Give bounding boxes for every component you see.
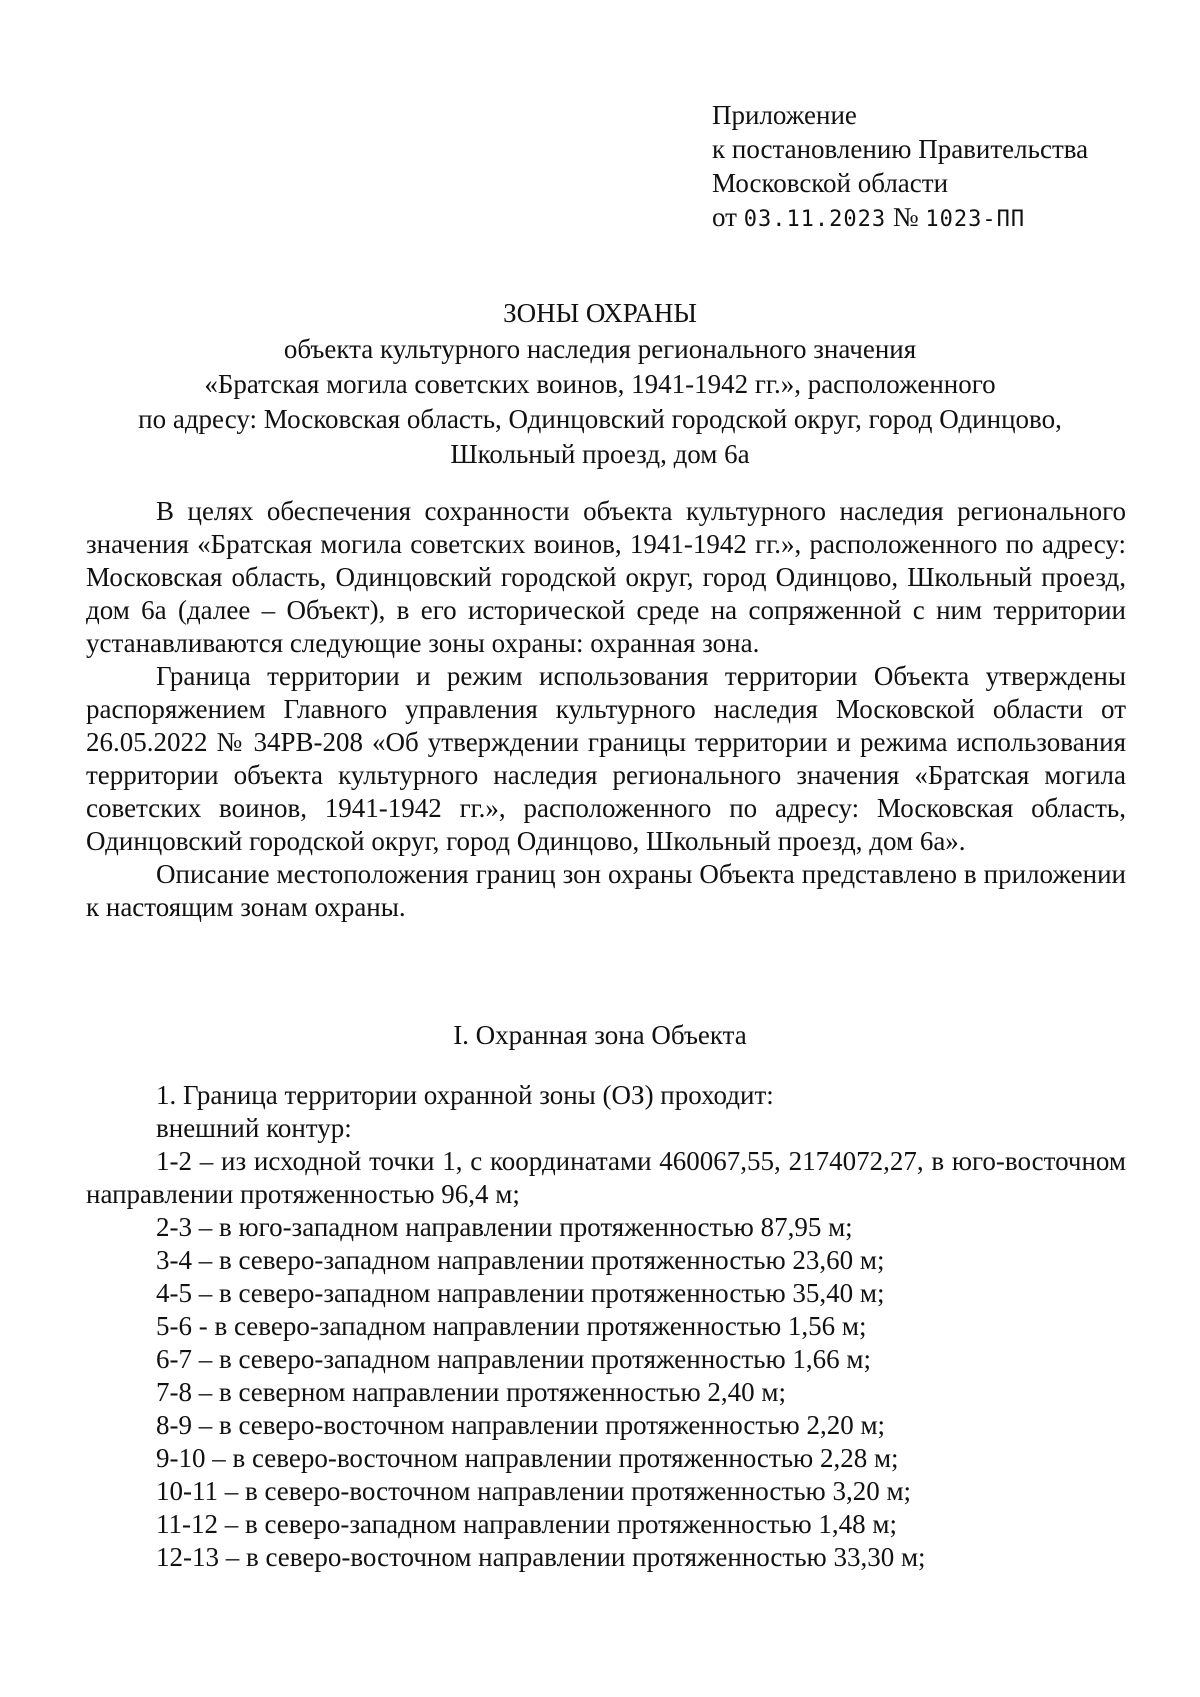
title-main: ЗОНЫ ОХРАНЫ [503,298,697,328]
boundary-segment: 9-10 – в северо-восточном направлении протяженностью 2,28 м; [156,1443,899,1473]
date-prefix: от [712,202,737,232]
boundary-segment: 8-9 – в северо-восточном направлении протяженностью 2,20 м; [156,1410,886,1440]
appendix-header [712,98,1088,237]
boundary-segment: 10-11 – в северо-восточном направлении протяженностью 3,20 м; [156,1476,912,1506]
appendix-line-3: Московской области [712,168,949,198]
boundary-segment: 7-8 – в северном направлении протяженностью 2,40 м; [156,1377,787,1407]
appendix-date-line [712,200,1088,237]
boundary-segment: 4-5 – в северо-западном направлении протяженностью 35,40 м; [156,1278,885,1308]
appendix-line-1: Приложение [712,100,857,130]
paragraph-3: Описание местоположения границ зон охраны Объекта представлено в приложении к настоящим зонам охраны. [86,859,1126,922]
title-line-2: «Братская могила советских воинов, 1941-1942 гг.», расположенного [204,369,996,399]
date-stamp: 03.11.2023 [743,207,887,232]
paragraph-2: Граница территории и режим использования территории Объекта утверждены распоряжением Главного управления культурного наследия Московской области от 26.05.2022 № 34РВ-208 «Об утверждении границы территории и режима использования территории объекта культурного наследия регионального значения «Братская могила советских воинов, 1941-1942 гг.», расположенного по адресу: Московская область, Одинцовский городской округ, город Одинцово, Школьный проезд, дом 6а». [86,661,1126,856]
number-stamp: 1023-ПП [925,207,1026,232]
body-paragraphs [86,495,1126,924]
appendix-line-2: к постановлению Правительства [712,134,1089,164]
title-line-3: по адресу: Московская область, Одинцовский городской округ, город Одинцово, [138,404,1062,434]
boundary-intro: 1. Граница территории охранной зоны (ОЗ) проходит: [156,1080,774,1110]
boundary-segment: 3-4 – в северо-западном направлении протяженностью 23,60 м; [156,1245,885,1275]
boundary-segment: 2-3 – в юго-западном направлении протяженностью 87,95 м; [156,1212,853,1242]
title-line-1: объекта культурного наследия регионального значения [283,334,917,364]
boundary-segment: 5-6 - в северо-западном направлении протяженностью 1,56 м; [156,1311,867,1341]
boundary-segment: 6-7 – в северо-западном направлении протяженностью 1,66 м; [156,1344,871,1374]
number-prefix: № [892,202,919,232]
section-heading: I. Охранная зона Объекта [453,1020,747,1050]
boundary-segment: 12-13 – в северо-восточном направлении протяженностью 33,30 м; [156,1542,926,1572]
paragraph-1: В целях обеспечения сохранности объекта культурного наследия регионального значения «Братская могила советских воинов, 1941-1942 гг.», расположенного по адресу: Московская область, Одинцовский городской округ, город Одинцово, Школьный проезд, дом 6а (далее – Объект), в его исторической среде на сопряженной с ним территории устанавливаются следующие зоны охраны: охранная зона. [86,496,1126,658]
boundary-segment: 11-12 – в северо-западном направлении протяженностью 1,48 м; [156,1509,897,1539]
outer-contour-label: внешний контур: [156,1113,352,1143]
boundary-description [86,1079,1126,1574]
document-title [80,296,1120,472]
boundary-segment-first: 1-2 – из исходной точки 1, с координатами 460067,55, 2174072,27, в юго-восточном направлении протяженностью 96,4 м; [86,1146,1126,1209]
title-line-4: Школьный проезд, дом 6а [450,439,750,469]
